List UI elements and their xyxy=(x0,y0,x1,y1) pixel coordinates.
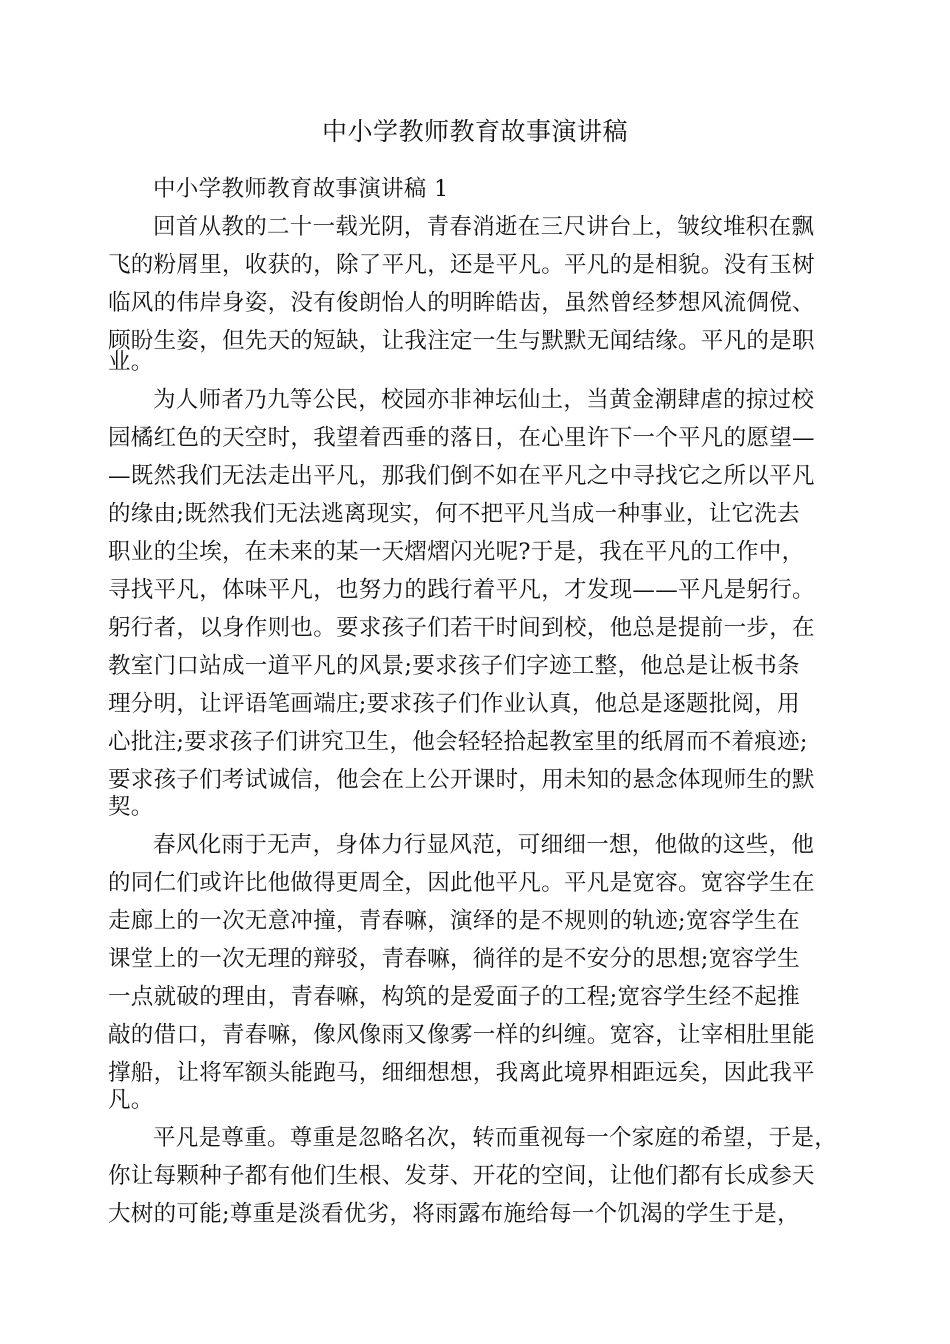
text-line: 职业的尘埃，在未来的某一天熠熠闪光呢?于是，我在平凡的工作中， xyxy=(108,539,805,565)
text-line: 为人师者乃九等公民，校园亦非神坛仙土，当黄金潮肆虐的掠过校 xyxy=(153,387,815,413)
text-line: 心批注;要求孩子们讲究卫生，他会轻轻拾起教室里的纸屑而不着痕迹; xyxy=(108,729,808,755)
text-line: 凡。 xyxy=(108,1087,154,1113)
text-line: 你让每颗种子都有他们生根、发芽、开花的空间，让他们都有长成参天 xyxy=(108,1163,815,1189)
text-line: 撑船，让将军额头能跑马，细细想想，我离此境界相距远矣，因此我平 xyxy=(108,1060,815,1086)
text-line: 敲的借口，青春嘛，像风像雨又像雾一样的纠缠。宽容，让宰相肚里能 xyxy=(108,1022,815,1048)
text-line: 回首从教的二十一载光阴，青春消逝在三尺讲台上，皱纹堆积在飘 xyxy=(153,214,815,240)
text-line: 大树的可能;尊重是淡看优劣，将雨露布施给每一个饥渴的学生于是， xyxy=(108,1201,800,1227)
document-title: 中小学教师教育故事演讲稿 xyxy=(321,117,628,146)
section-heading: 中小学教师教育故事演讲稿 1 xyxy=(153,176,449,202)
text-line: 园橘红色的天空时，我望着西垂的落日，在心里许下一个平凡的愿望— xyxy=(108,425,815,451)
text-line: 躬行者，以身作则也。要求孩子们若干时间到校，他总是提前一步，在 xyxy=(108,615,815,641)
text-line: 飞的粉屑里，收获的，除了平凡，还是平凡。平凡的是相貌。没有玉树 xyxy=(108,252,815,278)
text-line: 业。 xyxy=(108,349,154,375)
text-line: 契。 xyxy=(108,794,154,820)
text-line: 一点就破的理由，青春嘛，构筑的是爱面子的工程;宽容学生经不起推 xyxy=(108,984,800,1010)
text-line: 顾盼生姿，但先天的短缺，让我注定一生与默默无闻结缘。平凡的是职 xyxy=(108,328,815,354)
text-line: 平凡是尊重。尊重是忽略名次，转而重视每一个家庭的希望，于是， xyxy=(153,1125,838,1151)
text-line: 走廊上的一次无意冲撞，青春嘛，演绎的是不规则的轨迹;宽容学生在 xyxy=(108,908,800,934)
text-line: 寻找平凡，体味平凡，也努力的践行着平凡，才发现——平凡是躬行。 xyxy=(108,577,815,603)
text-line: 要求孩子们考试诚信，他会在上公开课时，用未知的悬念体现师生的默 xyxy=(108,767,815,793)
text-line: —既然我们无法走出平凡，那我们倒不如在平凡之中寻找它之所以平凡 xyxy=(108,463,815,489)
text-line: 临风的伟岸身姿，没有俊朗怡人的明眸皓齿，虽然曾经梦想风流倜傥、 xyxy=(108,290,815,316)
text-line: 的缘由;既然我们无法逃离现实，何不把平凡当成一种事业，让它洗去 xyxy=(108,501,800,527)
text-line: 课堂上的一次无理的辩驳，青春嘛，徜徉的是不安分的思想;宽容学生 xyxy=(108,946,800,972)
text-line: 的同仁们或许比他做得更周全，因此他平凡。平凡是宽容。宽容学生在 xyxy=(108,870,815,896)
text-line: 教室门口站成一道平凡的风景;要求孩子们字迹工整，他总是让板书条 xyxy=(108,653,800,679)
text-line: 理分明，让评语笔画端庄;要求孩子们作业认真，他总是逐题批阅，用 xyxy=(108,691,800,717)
text-line: 春风化雨于无声，身体力行显风范，可细细一想，他做的这些，他 xyxy=(153,832,815,858)
